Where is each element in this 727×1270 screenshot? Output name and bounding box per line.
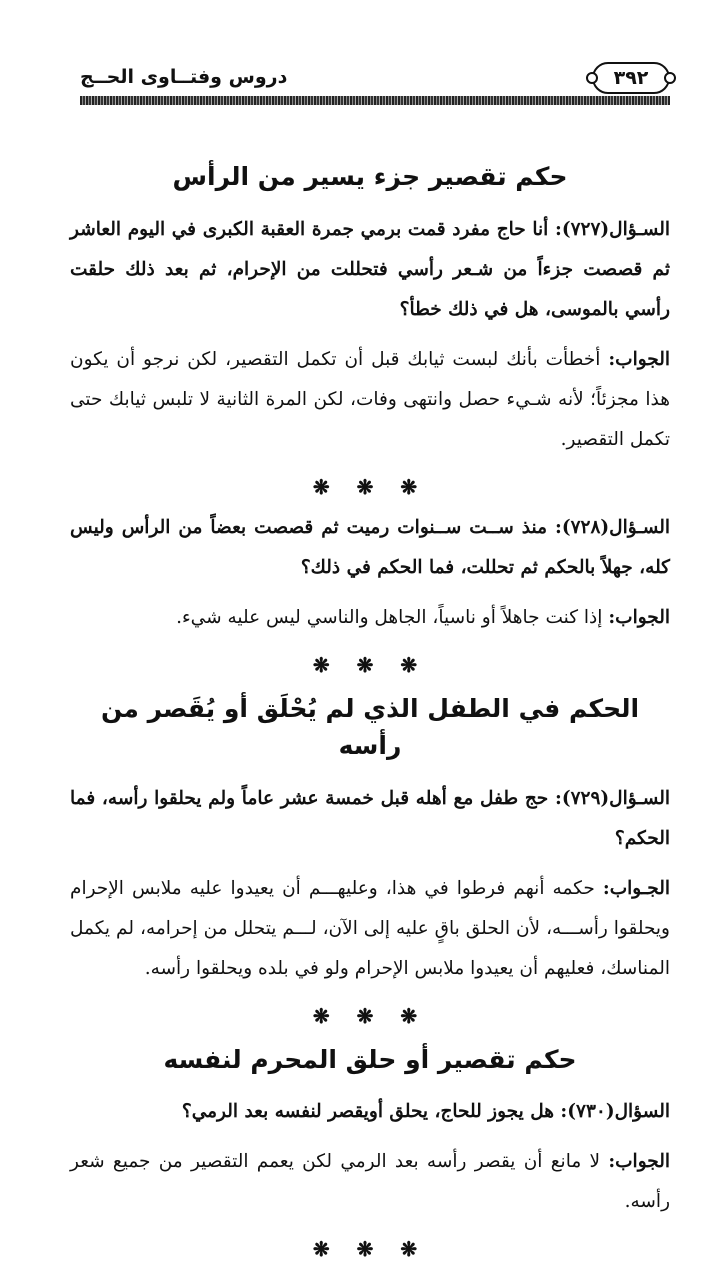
question-728 [70, 508, 670, 588]
answer-730 [70, 1142, 670, 1222]
question-729 [70, 779, 670, 859]
section-title: الحكم في الطفل الذي لم يُحْلَق أو يُقَصر من رأسه [100, 693, 640, 760]
page-header [80, 58, 670, 98]
question-text: حج طفل مع أهله قبل خمسة عشر عاماً ولم يحلقوا رأسه، فما الحكم؟ [70, 787, 670, 849]
answer-label: الجواب: [608, 348, 670, 370]
question-label: السـؤال(٧٢٨): [555, 516, 670, 538]
answer-728 [70, 598, 670, 638]
question-text: منذ ســت ســنوات رميت ثم قصصت بعضاً من الرأس وليس كله، جهلاً بالحكم ثم تحللت، فما الحكم في ذلك؟ [70, 516, 670, 578]
answer-text: لا مانع أن يقصر رأسه بعد الرمي لكن يعمم التقصير من جميع شعر رأسه. [70, 1151, 670, 1212]
answer-727 [70, 340, 670, 460]
page-number: ٣٩٢ [613, 67, 649, 89]
answer-label: الجواب: [608, 1151, 670, 1172]
question-727 [70, 210, 670, 330]
separator-ornament: ❋ ❋ ❋ [312, 474, 428, 499]
separator-ornament: ❋ ❋ ❋ [312, 652, 428, 677]
answer-729 [70, 869, 670, 989]
question-label: السـؤال(٧٢٩): [555, 787, 670, 809]
section-title: حكم تقصير جزء يسير من الرأس [172, 162, 568, 191]
page-number-badge [592, 62, 670, 94]
question-text: هل يجوز للحاج، يحلق أويقصر لنفسه بعد الرمي؟ [181, 1101, 554, 1122]
question-730 [70, 1092, 670, 1132]
answer-text: إذا كنت جاهلاً أو ناسياً، الجاهل والناسي ليس عليه شيء. [176, 606, 603, 628]
page-body [70, 150, 670, 1270]
book-title: دروس وفتــاوى الحــج [80, 66, 288, 88]
section-title: حكم تقصير أو حلق المحرم لنفسه [163, 1044, 577, 1074]
separator-ornament: ❋ ❋ ❋ [312, 1003, 428, 1028]
separator-ornament: ❋ ❋ ❋ [312, 1237, 428, 1261]
question-label: السؤال(٧٣٠): [560, 1101, 670, 1122]
question-text: أنا حاج مفرد قمت برمي جمرة العقبة الكبرى في اليوم العاشر ثم قصصت جزءاً من شـعر رأسي فتحللت من الإحرام، ثم بعد ذلك حلقت رأسي بالموسى، هل في ذلك خطأ؟ [70, 218, 670, 320]
question-label: السـؤال(٧٢٧): [555, 218, 670, 240]
answer-label: الجـواب: [602, 877, 670, 899]
answer-text: أخطأت بأنك لبست ثيابك قبل أن تكمل التقصير، لكن نرجو أن يكون هذا مجزئاً؛ لأنه شـيء حصل وانتهى وفات، لكن المرة الثانية لا تلبس ثيابك حتى تكمل التقصير. [70, 348, 670, 450]
answer-label: الجواب: [608, 606, 670, 628]
header-divider [80, 96, 670, 105]
answer-text: حكمه أنهم فرطوا في هذا، وعليهـــم أن يعيدوا عليه ملابس الإحرام ويحلقوا رأســـه، لأن الحلق باقٍ عليه إلى الآن، لـــم يتحلل من إحرامه، لم يكمل المناسك، فعليهم أن يعيدوا ملابس الإحرام ولو في بلده ويحلقوا رأسه. [70, 877, 670, 979]
